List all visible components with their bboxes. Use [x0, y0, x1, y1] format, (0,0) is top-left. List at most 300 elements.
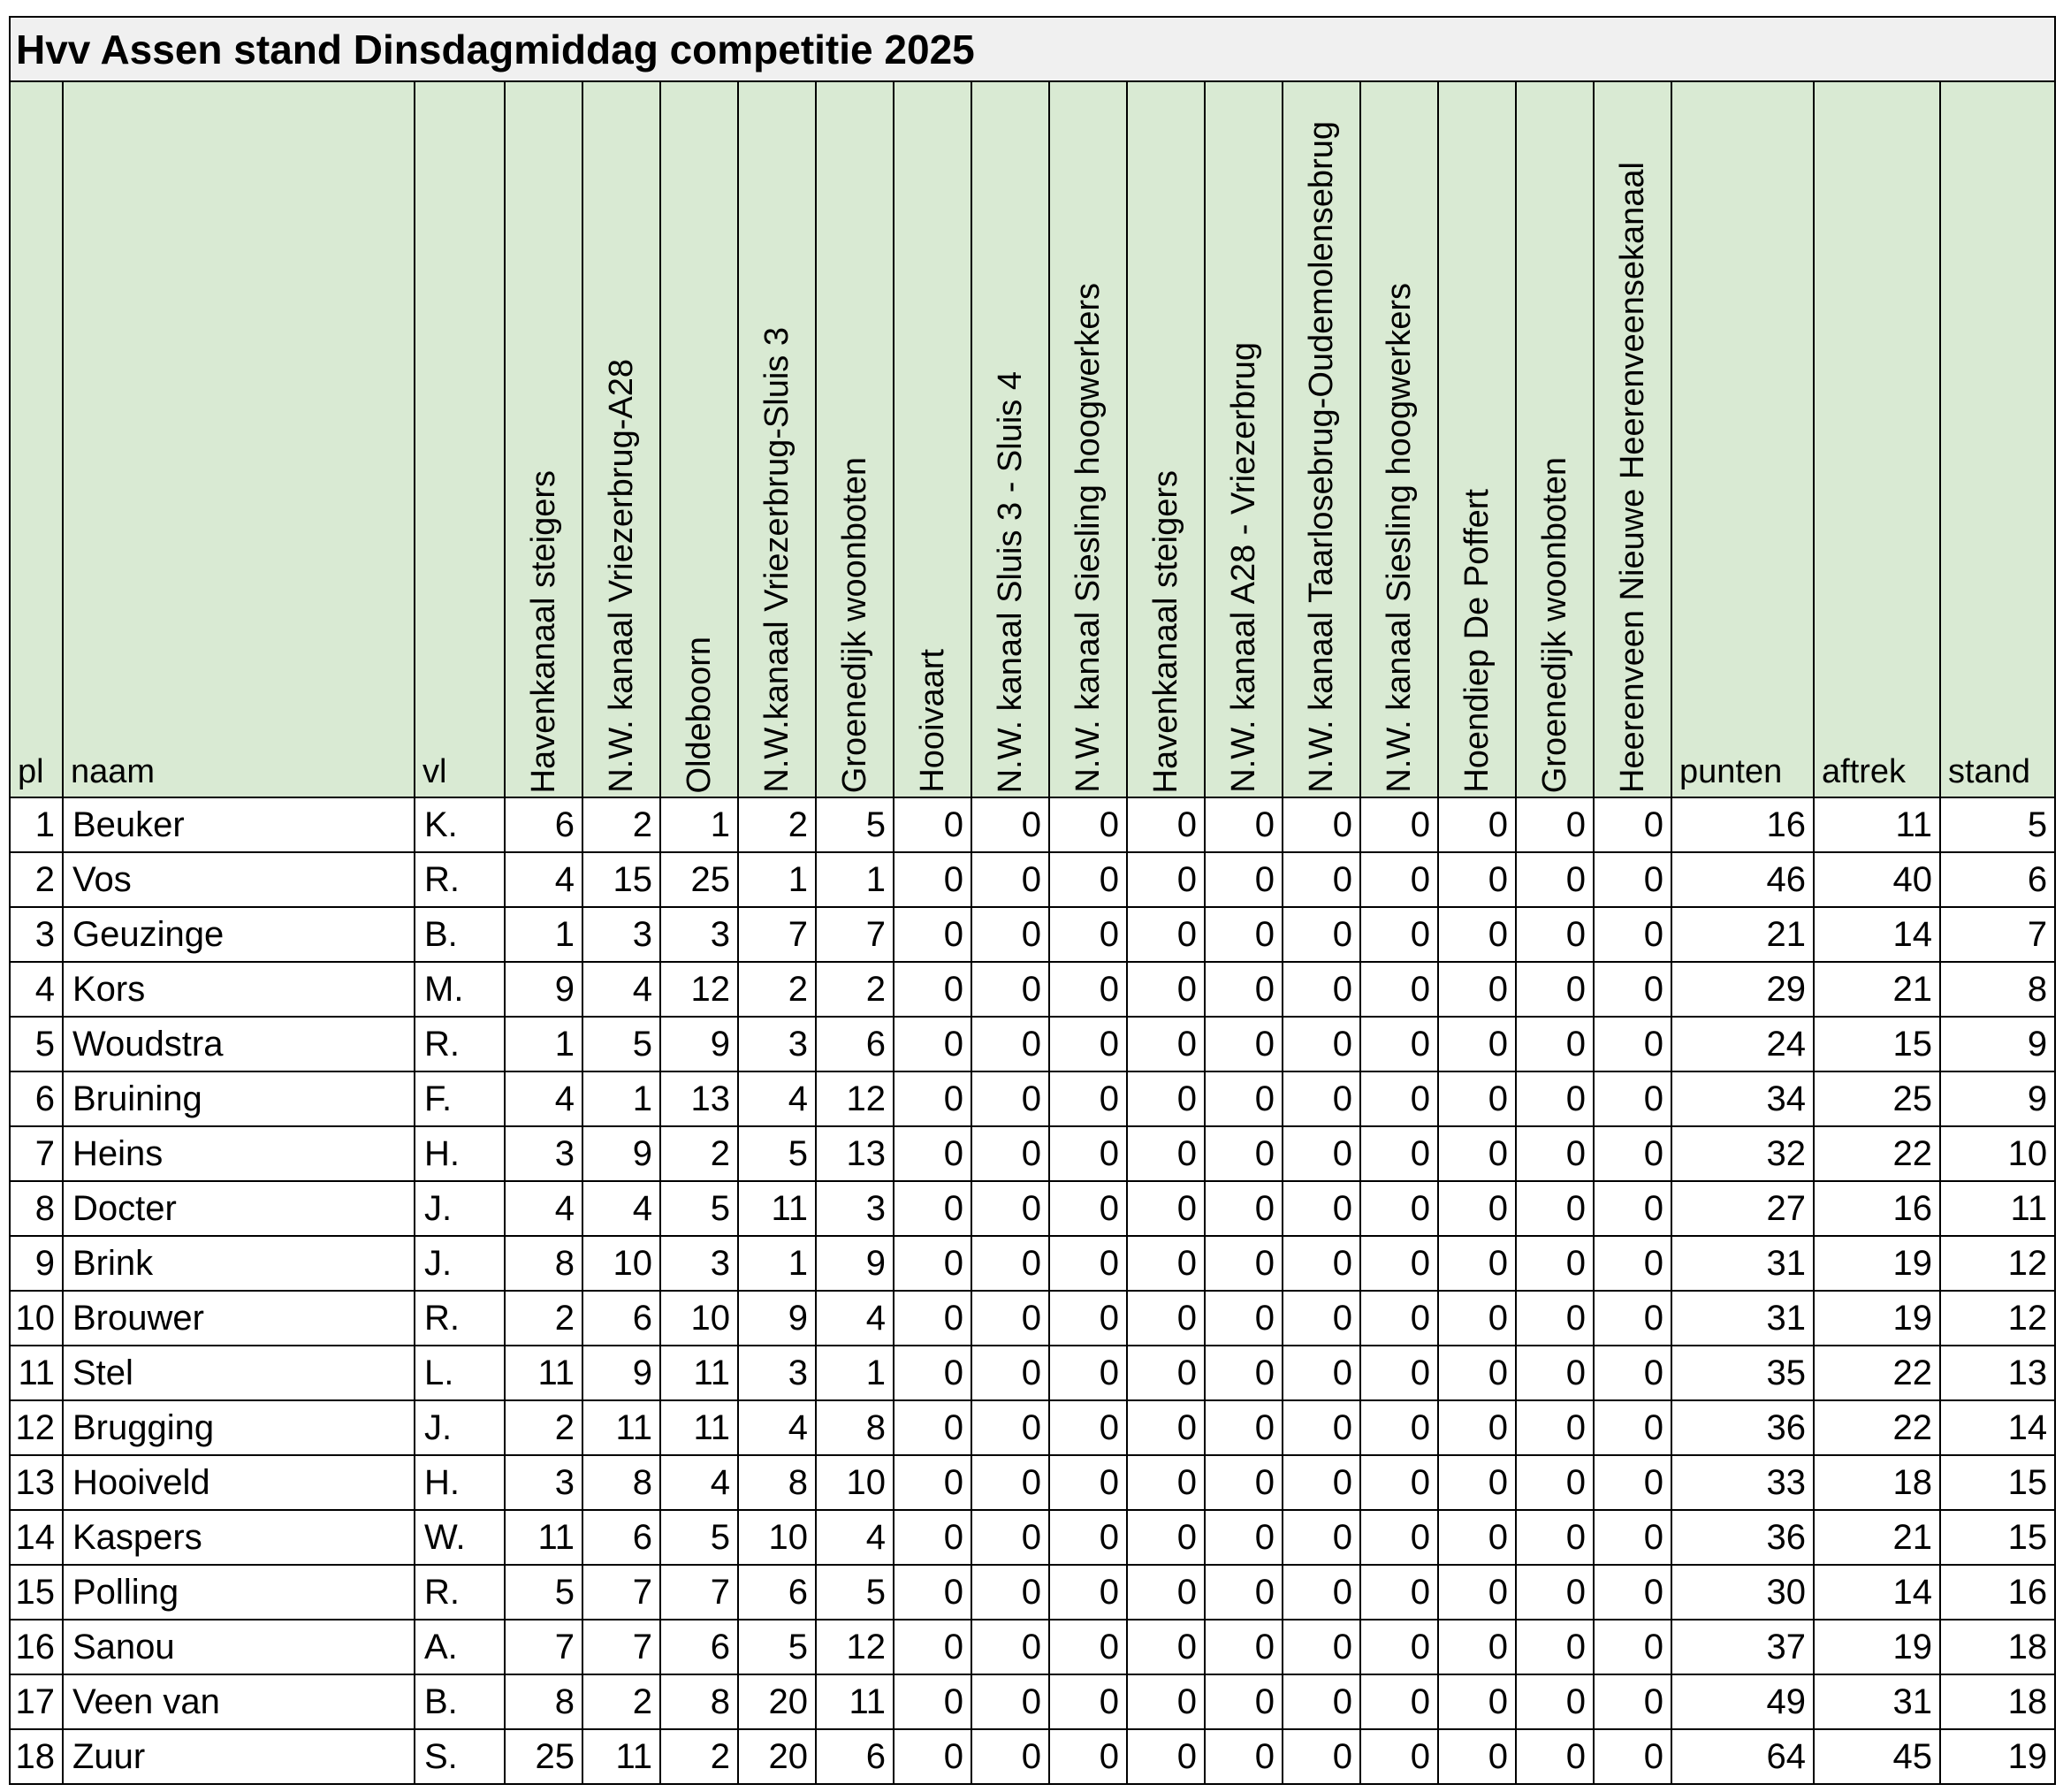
cell-score: 0 — [894, 1729, 971, 1784]
cell-score: 0 — [894, 1071, 971, 1126]
cell-score: 0 — [1594, 1071, 1671, 1126]
cell-score: 0 — [894, 852, 971, 907]
cell-score: 5 — [505, 1565, 582, 1620]
cell-score: 0 — [1127, 1291, 1205, 1346]
cell-score: 0 — [1049, 1510, 1127, 1565]
cell-score: 0 — [1360, 1455, 1438, 1510]
cell-pl: 2 — [10, 852, 63, 907]
cell-score: 0 — [1594, 907, 1671, 962]
cell-score: 0 — [1127, 1126, 1205, 1181]
cell-score: 0 — [1438, 1510, 1516, 1565]
cell-score: 0 — [1205, 1291, 1283, 1346]
cell-score: 0 — [894, 1620, 971, 1674]
cell-score: 0 — [1516, 852, 1594, 907]
cell-score: 0 — [1283, 1510, 1360, 1565]
cell-aftrek: 45 — [1814, 1729, 1940, 1784]
cell-score: 4 — [582, 1181, 660, 1236]
cell-score: 0 — [971, 1674, 1049, 1729]
cell-score: 0 — [1127, 1400, 1205, 1455]
cell-score: 10 — [738, 1510, 816, 1565]
cell-naam: Stel — [63, 1346, 415, 1400]
cell-score: 0 — [1283, 1565, 1360, 1620]
cell-score: 0 — [1049, 1181, 1127, 1236]
cell-score: 0 — [1127, 1346, 1205, 1400]
cell-score: 1 — [738, 1236, 816, 1291]
cell-score: 0 — [1127, 1565, 1205, 1620]
cell-score: 9 — [505, 962, 582, 1017]
table-row — [10, 907, 2055, 962]
cell-score: 0 — [894, 962, 971, 1017]
header-row — [10, 81, 2055, 797]
cell-score: 2 — [582, 797, 660, 852]
cell-vl: B. — [415, 907, 505, 962]
cell-score: 0 — [971, 1181, 1049, 1236]
cell-score: 11 — [582, 1729, 660, 1784]
cell-vl: H. — [415, 1126, 505, 1181]
cell-score: 0 — [1049, 1346, 1127, 1400]
cell-score: 0 — [894, 1510, 971, 1565]
cell-pl: 15 — [10, 1565, 63, 1620]
cell-score: 0 — [1127, 962, 1205, 1017]
cell-stand: 7 — [1940, 907, 2055, 962]
cell-score: 0 — [1516, 1400, 1594, 1455]
cell-score: 0 — [971, 1565, 1049, 1620]
cell-naam: Brugging — [63, 1400, 415, 1455]
cell-aftrek: 14 — [1814, 907, 1940, 962]
cell-score: 0 — [1205, 1236, 1283, 1291]
cell-score: 2 — [738, 797, 816, 852]
cell-score: 9 — [582, 1126, 660, 1181]
cell-score: 0 — [1516, 1291, 1594, 1346]
cell-score: 0 — [1127, 852, 1205, 907]
cell-vl: R. — [415, 1291, 505, 1346]
cell-stand: 15 — [1940, 1510, 2055, 1565]
cell-stand: 13 — [1940, 1346, 2055, 1400]
cell-score: 0 — [1360, 1510, 1438, 1565]
cell-score: 0 — [894, 1017, 971, 1071]
cell-score: 0 — [1049, 1291, 1127, 1346]
cell-score: 0 — [1516, 962, 1594, 1017]
cell-naam: Sanou — [63, 1620, 415, 1674]
cell-score: 0 — [1594, 1620, 1671, 1674]
cell-score: 0 — [971, 1126, 1049, 1181]
cell-score: 0 — [1049, 1620, 1127, 1674]
cell-vl: J. — [415, 1181, 505, 1236]
cell-score: 0 — [971, 1455, 1049, 1510]
cell-score: 0 — [1283, 907, 1360, 962]
cell-score: 2 — [505, 1400, 582, 1455]
cell-score: 0 — [1283, 852, 1360, 907]
cell-score: 6 — [660, 1620, 738, 1674]
header-round-12: N.W. kanaal Siesling hoogwerkers — [1360, 81, 1438, 797]
cell-score: 0 — [1594, 962, 1671, 1017]
header-round-2: N.W. kanaal Vriezerbrug-A28 — [582, 81, 660, 797]
cell-score: 0 — [1205, 1510, 1283, 1565]
cell-stand: 11 — [1940, 1181, 2055, 1236]
cell-score: 0 — [1516, 1510, 1594, 1565]
cell-score: 0 — [1594, 1510, 1671, 1565]
cell-score: 3 — [816, 1181, 894, 1236]
cell-score: 4 — [582, 962, 660, 1017]
cell-score: 8 — [582, 1455, 660, 1510]
header-round-15: Heerenveen Nieuwe Heerenveensekanaal — [1594, 81, 1671, 797]
cell-score: 1 — [738, 852, 816, 907]
table-row — [10, 1126, 2055, 1181]
cell-aftrek: 21 — [1814, 962, 1940, 1017]
cell-score: 0 — [1594, 1346, 1671, 1400]
cell-score: 0 — [1049, 1017, 1127, 1071]
cell-punten: 32 — [1671, 1126, 1814, 1181]
cell-score: 3 — [505, 1126, 582, 1181]
cell-score: 0 — [1594, 797, 1671, 852]
cell-score: 0 — [1049, 1455, 1127, 1510]
cell-score: 3 — [738, 1346, 816, 1400]
cell-pl: 9 — [10, 1236, 63, 1291]
cell-score: 0 — [971, 1071, 1049, 1126]
cell-naam: Bruining — [63, 1071, 415, 1126]
cell-score: 0 — [1127, 1236, 1205, 1291]
cell-score: 7 — [582, 1620, 660, 1674]
cell-aftrek: 18 — [1814, 1455, 1940, 1510]
cell-score: 0 — [1049, 1071, 1127, 1126]
cell-score: 0 — [1594, 1017, 1671, 1071]
cell-score: 11 — [660, 1400, 738, 1455]
cell-aftrek: 21 — [1814, 1510, 1940, 1565]
header-round-6: Hooivaart — [894, 81, 971, 797]
cell-score: 0 — [894, 1236, 971, 1291]
cell-score: 13 — [816, 1126, 894, 1181]
cell-score: 0 — [1360, 1181, 1438, 1236]
cell-score: 5 — [738, 1126, 816, 1181]
cell-score: 25 — [505, 1729, 582, 1784]
cell-score: 0 — [894, 797, 971, 852]
cell-score: 9 — [582, 1346, 660, 1400]
header-aftrek: aftrek — [1814, 81, 1940, 797]
cell-score: 7 — [505, 1620, 582, 1674]
cell-score: 10 — [660, 1291, 738, 1346]
cell-stand: 9 — [1940, 1017, 2055, 1071]
cell-score: 9 — [738, 1291, 816, 1346]
cell-score: 0 — [1283, 1620, 1360, 1674]
cell-score: 0 — [1360, 1346, 1438, 1400]
cell-score: 0 — [1360, 797, 1438, 852]
cell-aftrek: 15 — [1814, 1017, 1940, 1071]
cell-stand: 8 — [1940, 962, 2055, 1017]
table-row — [10, 1620, 2055, 1674]
cell-score: 12 — [660, 962, 738, 1017]
cell-score: 9 — [816, 1236, 894, 1291]
cell-score: 0 — [1594, 1565, 1671, 1620]
cell-score: 0 — [1516, 1181, 1594, 1236]
cell-score: 0 — [1438, 852, 1516, 907]
cell-vl: W. — [415, 1510, 505, 1565]
cell-pl: 14 — [10, 1510, 63, 1565]
cell-score: 0 — [1438, 1291, 1516, 1346]
cell-score: 0 — [1594, 1236, 1671, 1291]
cell-score: 4 — [660, 1455, 738, 1510]
cell-score: 0 — [1516, 1017, 1594, 1071]
header-round-4: N.W.kanaal Vriezerbrug-Sluis 3 — [738, 81, 816, 797]
cell-naam: Brouwer — [63, 1291, 415, 1346]
cell-score: 0 — [1516, 1346, 1594, 1400]
cell-naam: Geuzinge — [63, 907, 415, 962]
cell-score: 0 — [1438, 1236, 1516, 1291]
header-punten: punten — [1671, 81, 1814, 797]
cell-score: 6 — [582, 1291, 660, 1346]
cell-pl: 7 — [10, 1126, 63, 1181]
cell-score: 0 — [1205, 1181, 1283, 1236]
cell-score: 1 — [660, 797, 738, 852]
cell-score: 5 — [582, 1017, 660, 1071]
cell-score: 0 — [1205, 1400, 1283, 1455]
cell-vl: R. — [415, 852, 505, 907]
cell-score: 11 — [505, 1346, 582, 1400]
cell-vl: J. — [415, 1400, 505, 1455]
cell-punten: 49 — [1671, 1674, 1814, 1729]
cell-aftrek: 14 — [1814, 1565, 1940, 1620]
cell-score: 0 — [1516, 1236, 1594, 1291]
cell-score: 0 — [1127, 1455, 1205, 1510]
cell-score: 0 — [1438, 1729, 1516, 1784]
standings-table — [9, 16, 2056, 1785]
cell-score: 0 — [1360, 1620, 1438, 1674]
cell-score: 0 — [1360, 1126, 1438, 1181]
cell-score: 0 — [1360, 1291, 1438, 1346]
cell-punten: 35 — [1671, 1346, 1814, 1400]
cell-score: 0 — [971, 1236, 1049, 1291]
cell-score: 5 — [738, 1620, 816, 1674]
cell-score: 8 — [660, 1674, 738, 1729]
cell-score: 0 — [1438, 1565, 1516, 1620]
cell-score: 0 — [1283, 1455, 1360, 1510]
cell-score: 10 — [582, 1236, 660, 1291]
cell-score: 0 — [1127, 907, 1205, 962]
cell-score: 0 — [1127, 1181, 1205, 1236]
cell-naam: Heins — [63, 1126, 415, 1181]
cell-score: 0 — [1360, 962, 1438, 1017]
cell-score: 4 — [816, 1510, 894, 1565]
cell-score: 0 — [1594, 1729, 1671, 1784]
header-round-1: Havenkanaal steigers — [505, 81, 582, 797]
table-row — [10, 962, 2055, 1017]
cell-pl: 11 — [10, 1346, 63, 1400]
cell-score: 0 — [1516, 907, 1594, 962]
cell-score: 0 — [1049, 1565, 1127, 1620]
cell-score: 0 — [1205, 907, 1283, 962]
cell-vl: R. — [415, 1017, 505, 1071]
cell-pl: 16 — [10, 1620, 63, 1674]
cell-naam: Hooiveld — [63, 1455, 415, 1510]
header-pl: pl — [10, 81, 63, 797]
cell-pl: 1 — [10, 797, 63, 852]
header-round-5: Groenedijk woonboten — [816, 81, 894, 797]
cell-aftrek: 22 — [1814, 1126, 1940, 1181]
cell-punten: 64 — [1671, 1729, 1814, 1784]
cell-punten: 36 — [1671, 1400, 1814, 1455]
header-round-11: N.W. kanaal Taarlosebrug-Oudemolensebrug — [1283, 81, 1360, 797]
table-row — [10, 1346, 2055, 1400]
cell-naam: Docter — [63, 1181, 415, 1236]
cell-naam: Brink — [63, 1236, 415, 1291]
cell-score: 2 — [660, 1729, 738, 1784]
cell-pl: 12 — [10, 1400, 63, 1455]
cell-score: 5 — [660, 1181, 738, 1236]
cell-score: 0 — [971, 1510, 1049, 1565]
cell-score: 2 — [816, 962, 894, 1017]
cell-aftrek: 16 — [1814, 1181, 1940, 1236]
cell-naam: Veen van — [63, 1674, 415, 1729]
cell-score: 4 — [505, 852, 582, 907]
cell-score: 0 — [1594, 1674, 1671, 1729]
cell-score: 11 — [505, 1510, 582, 1565]
cell-aftrek: 40 — [1814, 852, 1940, 907]
cell-score: 0 — [1283, 962, 1360, 1017]
cell-score: 0 — [1360, 1729, 1438, 1784]
cell-score: 0 — [1049, 962, 1127, 1017]
header-round-14: Groenedijk woonboten — [1516, 81, 1594, 797]
cell-pl: 5 — [10, 1017, 63, 1071]
cell-score: 0 — [894, 1400, 971, 1455]
cell-aftrek: 11 — [1814, 797, 1940, 852]
cell-score: 0 — [1205, 797, 1283, 852]
cell-score: 5 — [816, 797, 894, 852]
cell-score: 0 — [1360, 907, 1438, 962]
cell-score: 0 — [1360, 1674, 1438, 1729]
cell-score: 0 — [1360, 1071, 1438, 1126]
cell-score: 0 — [894, 1291, 971, 1346]
cell-aftrek: 19 — [1814, 1291, 1940, 1346]
cell-vl: A. — [415, 1620, 505, 1674]
table-row — [10, 1510, 2055, 1565]
cell-score: 7 — [582, 1565, 660, 1620]
cell-score: 0 — [1283, 1291, 1360, 1346]
cell-score: 0 — [1205, 1565, 1283, 1620]
cell-score: 11 — [738, 1181, 816, 1236]
cell-score: 0 — [1438, 797, 1516, 852]
cell-score: 6 — [816, 1017, 894, 1071]
cell-score: 0 — [1516, 797, 1594, 852]
cell-aftrek: 19 — [1814, 1236, 1940, 1291]
cell-score: 0 — [1049, 1236, 1127, 1291]
cell-score: 0 — [1594, 852, 1671, 907]
cell-score: 0 — [1438, 1455, 1516, 1510]
cell-score: 0 — [1049, 1674, 1127, 1729]
header-vl: vl — [415, 81, 505, 797]
cell-score: 11 — [816, 1674, 894, 1729]
cell-score: 6 — [816, 1729, 894, 1784]
cell-score: 0 — [1127, 1674, 1205, 1729]
cell-stand: 18 — [1940, 1620, 2055, 1674]
cell-aftrek: 25 — [1814, 1071, 1940, 1126]
table-row — [10, 1674, 2055, 1729]
header-naam: naam — [63, 81, 415, 797]
cell-score: 3 — [582, 907, 660, 962]
cell-score: 0 — [1516, 1620, 1594, 1674]
cell-score: 0 — [894, 1181, 971, 1236]
cell-score: 0 — [971, 797, 1049, 852]
cell-score: 0 — [1205, 1017, 1283, 1071]
cell-score: 11 — [582, 1400, 660, 1455]
cell-score: 11 — [660, 1346, 738, 1400]
cell-score: 0 — [1438, 1181, 1516, 1236]
cell-punten: 29 — [1671, 962, 1814, 1017]
cell-score: 0 — [1438, 962, 1516, 1017]
header-round-3: Oldeboorn — [660, 81, 738, 797]
cell-score: 0 — [1438, 907, 1516, 962]
cell-aftrek: 22 — [1814, 1400, 1940, 1455]
table-row — [10, 1455, 2055, 1510]
cell-score: 20 — [738, 1729, 816, 1784]
cell-pl: 3 — [10, 907, 63, 962]
cell-pl: 6 — [10, 1071, 63, 1126]
table-row — [10, 1291, 2055, 1346]
cell-score: 5 — [660, 1510, 738, 1565]
cell-stand: 6 — [1940, 852, 2055, 907]
cell-vl: B. — [415, 1674, 505, 1729]
cell-score: 0 — [1438, 1620, 1516, 1674]
cell-score: 0 — [1205, 1455, 1283, 1510]
cell-stand: 9 — [1940, 1071, 2055, 1126]
cell-score: 0 — [1360, 852, 1438, 907]
cell-naam: Vos — [63, 852, 415, 907]
cell-punten: 16 — [1671, 797, 1814, 852]
cell-pl: 4 — [10, 962, 63, 1017]
cell-vl: H. — [415, 1455, 505, 1510]
cell-score: 0 — [1049, 1126, 1127, 1181]
cell-score: 0 — [1360, 1236, 1438, 1291]
table-row — [10, 1236, 2055, 1291]
cell-score: 0 — [971, 1729, 1049, 1784]
cell-score: 7 — [816, 907, 894, 962]
cell-score: 12 — [816, 1620, 894, 1674]
cell-score: 2 — [582, 1674, 660, 1729]
cell-pl: 10 — [10, 1291, 63, 1346]
cell-stand: 5 — [1940, 797, 2055, 852]
cell-score: 0 — [1438, 1400, 1516, 1455]
cell-naam: Kaspers — [63, 1510, 415, 1565]
cell-score: 4 — [738, 1071, 816, 1126]
cell-stand: 15 — [1940, 1455, 2055, 1510]
cell-score: 8 — [738, 1455, 816, 1510]
cell-score: 1 — [505, 1017, 582, 1071]
cell-vl: S. — [415, 1729, 505, 1784]
cell-score: 9 — [660, 1017, 738, 1071]
cell-score: 8 — [505, 1236, 582, 1291]
cell-score: 0 — [1283, 1126, 1360, 1181]
cell-score: 0 — [1438, 1071, 1516, 1126]
cell-score: 0 — [894, 1126, 971, 1181]
cell-naam: Woudstra — [63, 1017, 415, 1071]
table-row — [10, 1400, 2055, 1455]
cell-score: 10 — [816, 1455, 894, 1510]
cell-punten: 36 — [1671, 1510, 1814, 1565]
cell-aftrek: 31 — [1814, 1674, 1940, 1729]
cell-stand: 16 — [1940, 1565, 2055, 1620]
header-round-13: Hoendiep De Poffert — [1438, 81, 1516, 797]
cell-score: 4 — [816, 1291, 894, 1346]
cell-stand: 14 — [1940, 1400, 2055, 1455]
table-row — [10, 1071, 2055, 1126]
cell-punten: 24 — [1671, 1017, 1814, 1071]
cell-score: 12 — [816, 1071, 894, 1126]
page-title: Hvv Assen stand Dinsdagmiddag competitie 2025 — [10, 17, 2055, 81]
cell-score: 0 — [1283, 1181, 1360, 1236]
cell-score: 0 — [1205, 1346, 1283, 1400]
cell-aftrek: 22 — [1814, 1346, 1940, 1400]
cell-score: 0 — [971, 1400, 1049, 1455]
cell-score: 0 — [1283, 1017, 1360, 1071]
cell-score: 0 — [1283, 1400, 1360, 1455]
